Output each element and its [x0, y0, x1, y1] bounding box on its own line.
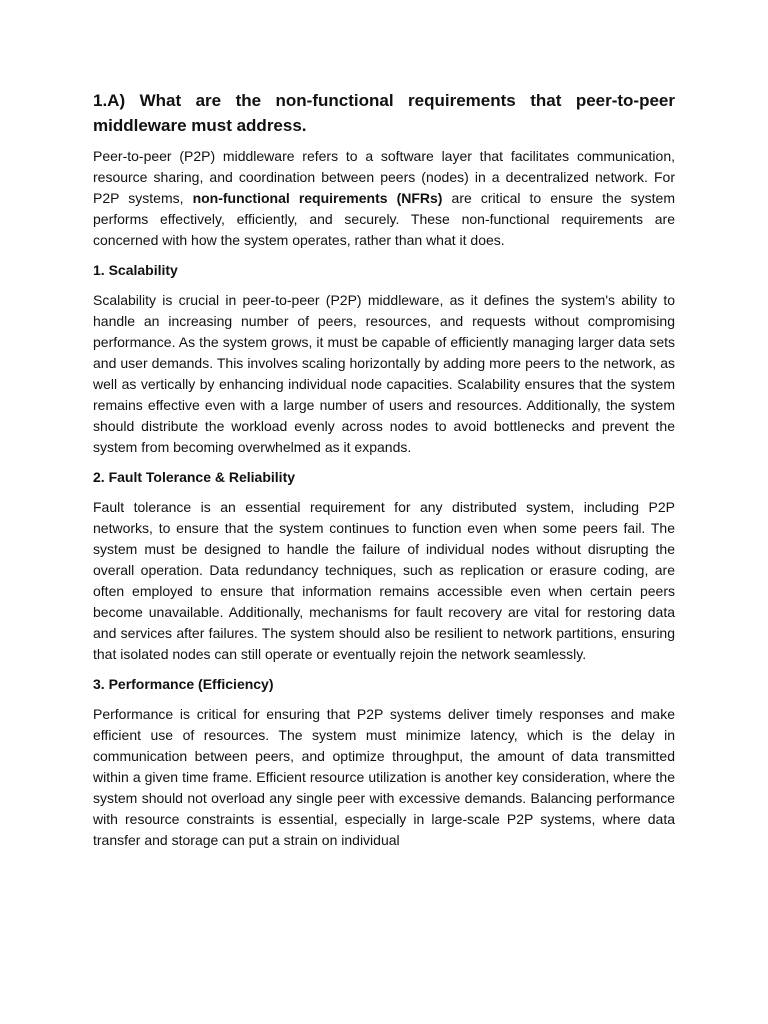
section-body-fault-tolerance: Fault tolerance is an essential requirement for any distributed system, including P2P networks, to ensure that the system continues to function even when some peers fail. The system must be designed to handle the failure of individual nodes without disrupting the overall operation. Data redundancy techniques, such as replication or erasure coding, are often employed to ensure that information remains accessible even when certain peers become unavailable. Additionally, mechanisms for fault recovery are vital for restoring data and services after failures. The system should also be resilient to network partitions, ensuring that isolated nodes can still operate or eventually rejoin the network seamlessly. [93, 499, 675, 662]
intro-text-part2: are critical to ensure the system performs effectively, efficiently, and securely. These non-functional requirements are concerned with how the system operates, rather than what it does. [93, 190, 676, 248]
intro-paragraph [93, 146, 675, 251]
document-page [93, 88, 675, 860]
section-heading-performance: 3. Performance (Efficiency) [93, 676, 274, 692]
section-body-performance: Performance is critical for ensuring that P2P systems deliver timely responses and make efficient use of resources. The system must minimize latency, which is the delay in communication between peers, and optimize throughput, the amount of data transmitted within a given time frame. Efficient resource utilization is another key consideration, where the system should not overload any single peer with excessive demands. Balancing performance with resource constraints is essential, especially in large-scale P2P systems, where data transfer and storage can put a strain on individual [93, 706, 675, 848]
intro-bold-term: non-functional requirements (NFRs) [192, 190, 443, 206]
section-body-scalability: Scalability is crucial in peer-to-peer (P2P) middleware, as it defines the system's ability to handle an increasing number of peers, resources, and requests without compromising performance. As the system grows, it must be capable of efficiently managing larger data sets and user demands. This involves scaling horizontally by adding more peers to the network, as well as vertically by enhancing individual node capacities. Scalability ensures that the system remains effective even with a large number of users and resources. Additionally, the system should distribute the workload evenly across nodes to avoid bottlenecks and prevent the system from becoming overwhelmed as it expands. [93, 292, 675, 455]
intro-text-part1: Peer-to-peer (P2P) middleware refers to a software layer that facilitates communication, resource sharing, and coordination between peers (nodes) in a decentralized network. For P2P systems, [93, 148, 675, 206]
document-title: 1.A) What are the non-functional requirements that peer-to-peer middleware must address. [93, 91, 675, 135]
section-heading-fault-tolerance: 2. Fault Tolerance & Reliability [93, 469, 296, 485]
section-heading-scalability: 1. Scalability [93, 262, 178, 278]
